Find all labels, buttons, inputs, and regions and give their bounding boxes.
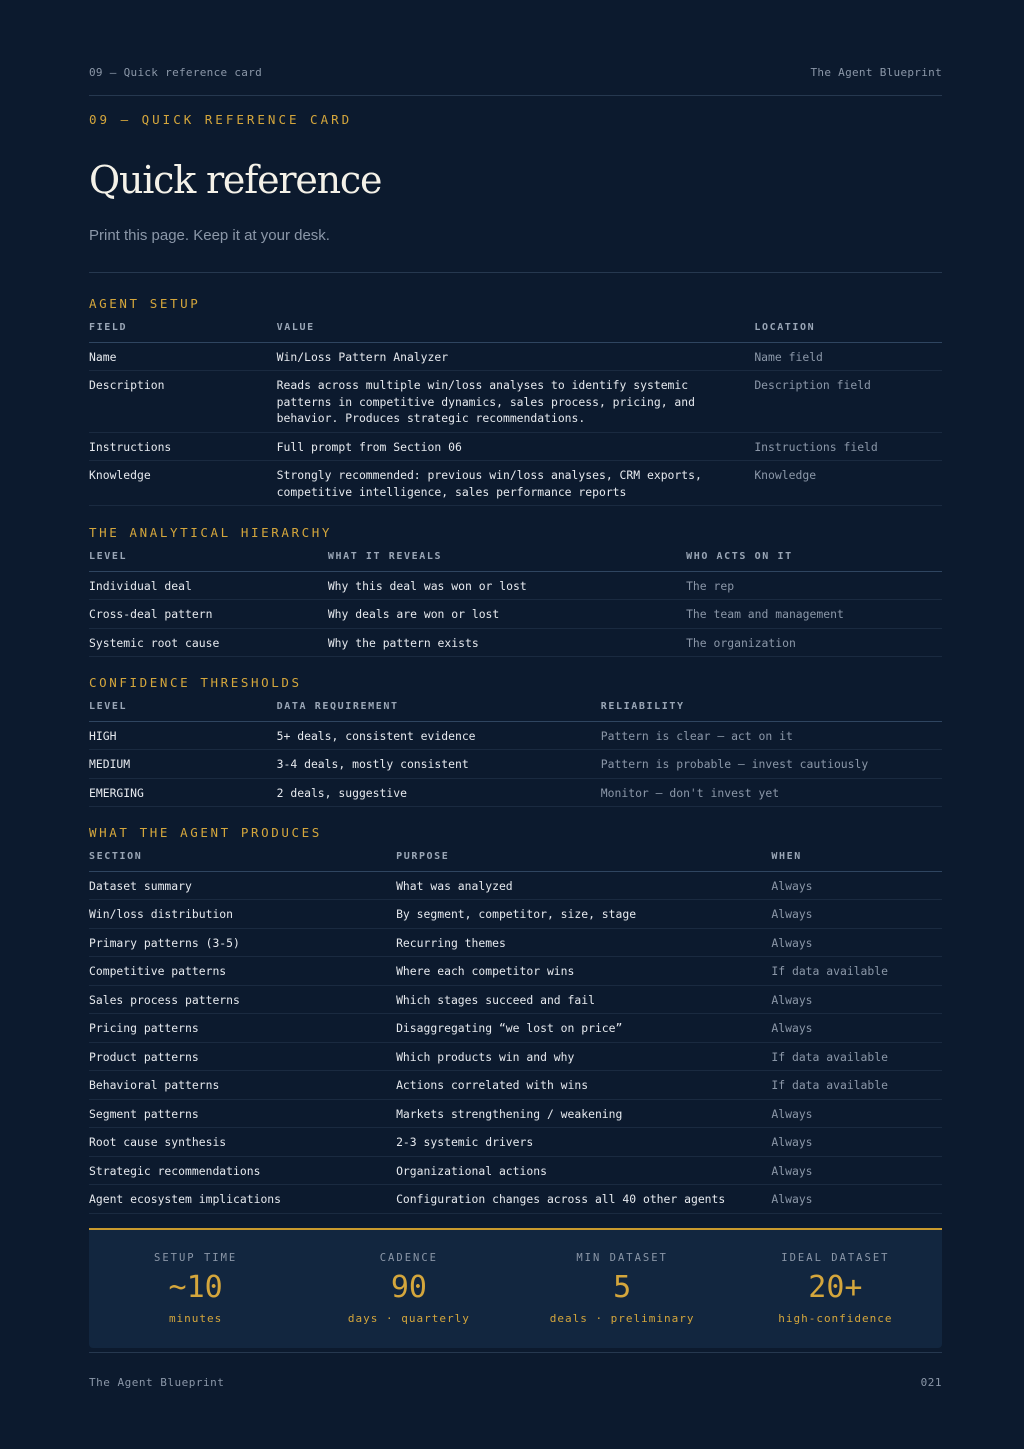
page-subtitle: Print this page. Keep it at your desk. — [89, 227, 330, 244]
table-row — [89, 461, 942, 506]
cell-text: Why this deal was won or lost — [327, 578, 527, 593]
table-row — [89, 1014, 942, 1043]
table-cell — [89, 1185, 396, 1214]
cell-text: Primary patterns (3-5) — [89, 935, 240, 950]
cell-text: 3-4 deals, mostly consistent — [276, 757, 469, 771]
cell-text: Which stages succeed and fail — [396, 992, 595, 1007]
cell-text: Always — [771, 1021, 813, 1035]
column-header: PURPOSE — [396, 843, 771, 871]
table-cell — [396, 1014, 771, 1043]
table-row — [89, 871, 942, 900]
cell-text: Always — [771, 878, 813, 893]
cell-text: By segment, competitor, size, stage — [396, 907, 637, 921]
table-cell — [686, 600, 942, 629]
table-cell — [396, 928, 771, 957]
table-cell — [89, 571, 328, 600]
cell-text: Segment patterns — [89, 1106, 199, 1121]
table-cell — [396, 1071, 771, 1100]
section-title: CONFIDENCE THRESHOLDS — [89, 675, 302, 690]
cell-text: Why the pattern exists — [327, 635, 479, 650]
table-cell — [89, 432, 277, 461]
table-cell — [89, 461, 277, 506]
running-header — [89, 66, 942, 79]
column-header: FIELD — [89, 314, 277, 342]
stat-value: 20+ — [808, 1270, 863, 1305]
table-row — [89, 900, 942, 929]
table-cell — [277, 721, 601, 750]
table-row — [89, 600, 942, 629]
table-cell — [771, 1128, 942, 1157]
table-row — [89, 1071, 942, 1100]
table-cell — [601, 721, 942, 750]
table-cell — [89, 871, 396, 900]
cell-text: Monitor — don't invest yet — [600, 785, 780, 800]
analytical-hierarchy-table — [89, 543, 942, 657]
cell-text: Sales process patterns — [89, 992, 240, 1007]
table-cell — [396, 1185, 771, 1214]
table-cell — [771, 1042, 942, 1071]
cell-text: Always — [771, 1163, 813, 1178]
table-cell — [771, 928, 942, 957]
table-cell — [89, 1042, 396, 1071]
page-title: Quick reference — [89, 158, 382, 202]
table-cell — [396, 900, 771, 929]
stat-caption: high-confidence — [778, 1312, 893, 1325]
table-row — [89, 957, 942, 986]
table-cell — [601, 750, 942, 779]
section-title: WHAT THE AGENT PRODUCES — [89, 825, 322, 840]
column-header: WHEN — [771, 843, 942, 871]
table-cell — [89, 371, 277, 433]
cell-text: MEDIUM — [89, 757, 131, 771]
stat-caption: deals · preliminary — [549, 1312, 695, 1325]
cell-text: Description — [89, 378, 165, 392]
table-cell — [328, 571, 686, 600]
table-cell — [89, 721, 277, 750]
table-header-row — [89, 693, 942, 721]
stat-label: SETUP TIME — [154, 1252, 238, 1264]
table-cell — [328, 600, 686, 629]
table-cell — [89, 928, 396, 957]
table-row — [89, 1156, 942, 1185]
cell-text: Win/Loss Pattern Analyzer — [276, 349, 449, 364]
section-analytical-hierarchy — [89, 523, 942, 657]
column-header: SECTION — [89, 843, 396, 871]
section-agent-setup — [89, 294, 942, 506]
table-cell — [754, 342, 942, 371]
running-header-right: The Agent Blueprint — [810, 66, 942, 79]
cell-text: Behavioral patterns — [89, 1078, 220, 1092]
cell-text: Root cause synthesis — [89, 1135, 227, 1149]
column-header: RELIABILITY — [601, 693, 942, 721]
table-row — [89, 1099, 942, 1128]
cell-text: The rep — [686, 578, 735, 593]
table-cell — [601, 778, 942, 807]
table-cell — [89, 628, 328, 657]
stats-panel — [89, 1228, 942, 1348]
table-cell — [89, 985, 396, 1014]
column-header: VALUE — [277, 314, 755, 342]
section-title: AGENT SETUP — [89, 296, 201, 311]
table-cell — [89, 1099, 396, 1128]
table-cell — [754, 371, 942, 433]
stat-label: MIN DATASET — [576, 1252, 668, 1264]
confidence-thresholds-table — [89, 693, 942, 807]
title-divider — [89, 272, 942, 273]
agent-outputs-table — [89, 843, 942, 1214]
column-header: LEVEL — [89, 693, 277, 721]
cell-text: Always — [771, 935, 813, 950]
table-cell — [277, 432, 755, 461]
page-number: 021 — [920, 1376, 942, 1389]
table-cell — [686, 628, 942, 657]
table-cell — [754, 432, 942, 461]
cell-text: The organization — [686, 635, 796, 650]
table-cell — [771, 1014, 942, 1043]
cell-text: Strongly recommended: previous win/loss analyses, CRM exports, competitive intelligence, sales performance reports — [276, 468, 702, 499]
table-cell — [771, 1099, 942, 1128]
table-row — [89, 721, 942, 750]
cell-text: EMERGING — [89, 785, 144, 800]
column-header: DATA REQUIREMENT — [277, 693, 601, 721]
cell-text: Reads across multiple win/loss analyses to identify systemic patterns in competitive dynamics, sales process, pricing, and behavior. Produces strategic recommendations. — [276, 378, 695, 425]
column-header: LOCATION — [754, 314, 942, 342]
cell-text: Name field — [754, 349, 823, 364]
cell-text: What was analyzed — [396, 878, 513, 893]
table-row — [89, 750, 942, 779]
cell-text: Always — [771, 1192, 813, 1206]
table-cell — [277, 750, 601, 779]
section-title: THE ANALYTICAL HIERARCHY — [89, 525, 333, 540]
cell-text: If data available — [771, 1078, 888, 1092]
cell-text: Name — [89, 349, 117, 364]
cell-text: Actions correlated with wins — [396, 1078, 589, 1092]
cell-text: Strategic recommendations — [89, 1163, 261, 1178]
table-cell — [771, 1185, 942, 1214]
cell-text: Disaggregating “we lost on price” — [396, 1021, 623, 1035]
cell-text: Competitive patterns — [89, 964, 227, 978]
cell-text: Always — [771, 992, 813, 1007]
cell-text: Knowledge — [754, 468, 817, 482]
table-row — [89, 342, 942, 371]
cell-text: 5+ deals, consistent evidence — [276, 728, 476, 743]
cell-text: If data available — [771, 964, 888, 978]
table-cell — [686, 571, 942, 600]
table-cell — [396, 1156, 771, 1185]
table-row — [89, 371, 942, 433]
table-cell — [396, 957, 771, 986]
table-cell — [89, 778, 277, 807]
cell-text: Product patterns — [89, 1049, 199, 1064]
table-cell — [89, 1071, 396, 1100]
cell-text: 2-3 systemic drivers — [396, 1135, 534, 1149]
cell-text: If data available — [771, 1049, 888, 1064]
stat-cadence — [302, 1230, 515, 1348]
cell-text: Markets strengthening / weakening — [396, 1106, 623, 1121]
stat-value: ~10 — [168, 1270, 223, 1305]
cell-text: Full prompt from Section 06 — [276, 439, 462, 454]
table-row — [89, 928, 942, 957]
table-row — [89, 571, 942, 600]
cell-text: 2 deals, suggestive — [276, 785, 407, 800]
table-cell — [89, 600, 328, 629]
cell-text: Knowledge — [89, 468, 151, 482]
table-cell — [277, 371, 755, 433]
cell-text: Pattern is probable — invest cautiously — [600, 757, 869, 771]
stat-value: 90 — [390, 1270, 427, 1305]
stat-ideal-dataset — [729, 1230, 942, 1348]
table-cell — [328, 628, 686, 657]
table-cell — [771, 1156, 942, 1185]
table-cell — [277, 778, 601, 807]
cell-text: Where each competitor wins — [396, 964, 575, 978]
table-cell — [89, 1156, 396, 1185]
cell-text: Individual deal — [89, 578, 192, 593]
table-cell — [396, 1099, 771, 1128]
cell-text: Instructions field — [754, 439, 878, 454]
table-cell — [396, 985, 771, 1014]
column-header: WHAT IT REVEALS — [328, 543, 686, 571]
cell-text: Configuration changes across all 40 other agents — [396, 1192, 726, 1206]
table-cell — [771, 985, 942, 1014]
cell-text: Win/loss distribution — [89, 907, 234, 921]
cell-text: Pricing patterns — [89, 1021, 199, 1035]
table-row — [89, 1185, 942, 1214]
cell-text: The team and management — [686, 607, 844, 621]
agent-setup-table — [89, 314, 942, 506]
table-row — [89, 985, 942, 1014]
section-confidence-thresholds — [89, 673, 942, 807]
table-cell — [771, 900, 942, 929]
running-header-left: 09 — Quick reference card — [89, 66, 263, 79]
table-cell — [396, 1042, 771, 1071]
table-row — [89, 1128, 942, 1157]
table-cell — [89, 957, 396, 986]
stat-caption: days · quarterly — [347, 1312, 470, 1325]
table-cell — [771, 957, 942, 986]
cell-text: Systemic root cause — [89, 635, 220, 650]
table-header-row — [89, 543, 942, 571]
table-cell — [89, 1128, 396, 1157]
stat-caption: minutes — [168, 1312, 223, 1325]
table-header-row — [89, 314, 942, 342]
footer-divider — [89, 1352, 942, 1353]
cell-text: Always — [771, 907, 813, 921]
column-header: WHO ACTS ON IT — [686, 543, 942, 571]
table-cell — [89, 750, 277, 779]
stat-value: 5 — [613, 1270, 632, 1305]
cell-text: Which products win and why — [396, 1049, 575, 1064]
page-footer — [89, 1376, 942, 1389]
cell-text: Pattern is clear — act on it — [600, 728, 793, 743]
section-agent-outputs — [89, 823, 942, 1214]
table-header-row — [89, 843, 942, 871]
stat-min-dataset — [516, 1230, 729, 1348]
stat-label: CADENCE — [379, 1252, 438, 1264]
table-row — [89, 778, 942, 807]
column-header: LEVEL — [89, 543, 328, 571]
cell-text: Why deals are won or lost — [327, 607, 500, 621]
page — [89, 0, 942, 1449]
cell-text: Cross-deal pattern — [89, 607, 213, 621]
cell-text: Dataset summary — [89, 878, 192, 893]
table-cell — [771, 871, 942, 900]
table-cell — [396, 1128, 771, 1157]
cell-text: Organizational actions — [396, 1163, 547, 1178]
stat-label: IDEAL DATASET — [781, 1252, 890, 1264]
cell-text: Instructions — [89, 439, 172, 454]
cell-text: HIGH — [89, 728, 117, 743]
stat-setup-time — [89, 1230, 302, 1348]
table-cell — [89, 342, 277, 371]
table-cell — [771, 1071, 942, 1100]
footer-title: The Agent Blueprint — [89, 1376, 225, 1389]
table-cell — [89, 1014, 396, 1043]
table-cell — [89, 900, 396, 929]
section-eyebrow: 09 — QUICK REFERENCE CARD — [89, 112, 353, 127]
cell-text: Recurring themes — [396, 935, 506, 950]
cell-text: Description field — [754, 378, 871, 392]
table-row — [89, 628, 942, 657]
table-cell — [277, 461, 755, 506]
table-cell — [277, 342, 755, 371]
table-row — [89, 1042, 942, 1071]
table-row — [89, 432, 942, 461]
cell-text: Always — [771, 1106, 813, 1121]
cell-text: Agent ecosystem implications — [89, 1192, 282, 1206]
table-cell — [754, 461, 942, 506]
table-cell — [396, 871, 771, 900]
header-divider — [89, 95, 942, 96]
cell-text: Always — [771, 1135, 813, 1149]
